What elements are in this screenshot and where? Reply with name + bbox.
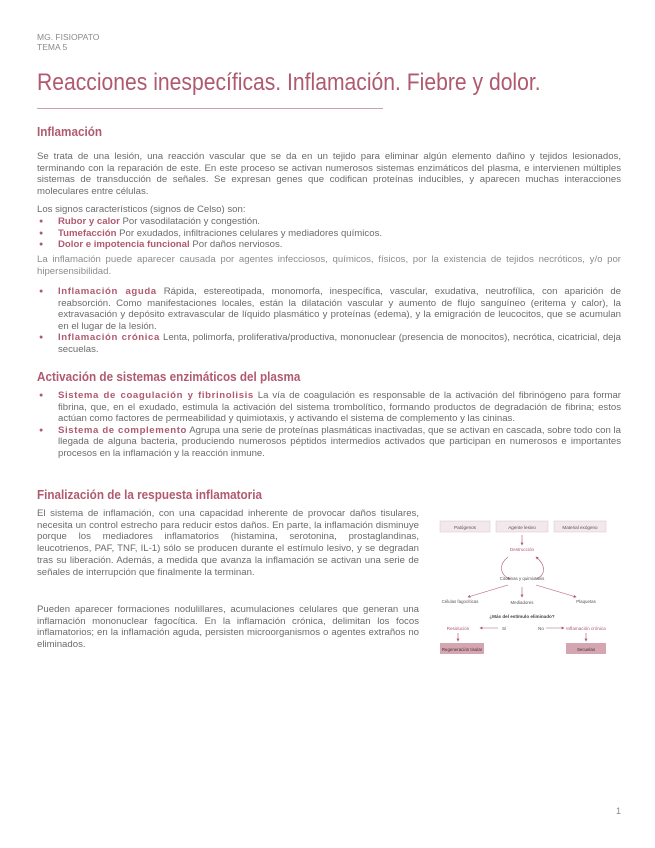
- intro-paragraph: Se trata de una lesión, una reacción vascular que se da en un tejido para eliminar algún elemento dañino y tejidos lesionados, terminando con la reparación de este. En este proceso se activan numerosos sistemas enzimáticos del plasma, e intervienen múltiples sistemas de transducción de señales. Se expresan genes que codifican proteínas inducibles, y aparecen muchas interacciones moleculares entre células.: [37, 151, 621, 197]
- label-inflamacion-cronica: Inflamación crónica: [566, 626, 606, 631]
- types-list: [37, 286, 621, 356]
- heading-activacion: Activación de sistemas enzimáticos del plasma: [37, 369, 301, 384]
- label-citocinas: Citocinas y quimiotaxis: [499, 576, 545, 581]
- label-question: ¿Más del estímulo eliminado?: [489, 614, 555, 619]
- page-number: 1: [616, 806, 622, 816]
- arrow-to-plaquetas: [536, 585, 576, 597]
- header-topic: TEMA 5: [37, 42, 68, 52]
- label-regeneracion: Regeneración tisular: [441, 647, 483, 652]
- inflammation-resolution-diagram: [438, 517, 608, 659]
- list-item: ● Rubor y calor Por vasodilatación y congestión.: [37, 216, 621, 228]
- running-header: [37, 32, 99, 52]
- activation-list: [37, 390, 621, 460]
- arrow-to-fagociticas: [468, 585, 508, 597]
- heading-finalizacion: Finalización de la respuesta inflamatoria: [37, 487, 262, 502]
- title-underline: [37, 108, 383, 109]
- label-patogenos: Patógenos: [454, 525, 476, 530]
- list-item: ● Inflamación aguda Rápida, estereotipada, monomorfa, inespecífica, vascular, exudativa, neutrofílica, con aparición de reabsorción. Como manifestaciones locales, están la dilatación vascular y aumento de flujo sanguíneo (eritema y calor), la extravasación y depósito extravascular de líquido plasmático y proteínas (edema), y la emigración de leucocitos, que se acumulan en el lugar de la lesión.: [37, 286, 621, 332]
- header-course: MG. FISIOPATO: [37, 32, 100, 42]
- label-plaquetas: Plaquetas: [576, 599, 596, 604]
- list-item: ● Tumefacción Por exudados, infiltraciones celulares y mediadores químicos.: [37, 228, 621, 240]
- causes-paragraph: La inflamación puede aparecer causada por agentes infecciosos, químicos, físicos, por la existencia de tejidos necróticos, y/o por hipersensibilidad.: [37, 254, 621, 277]
- label-agente-lesivo: Agente lesivo: [508, 525, 536, 530]
- page-title: Reacciones inespecíficas. Inflamación. Fiebre y dolor.: [37, 69, 541, 96]
- label-mediadores: Mediadores: [510, 600, 534, 605]
- list-item: ● Inflamación crónica Lenta, polimorfa, proliferativa/productiva, mononuclear (presencia de monocitos), necrótica, cicatricial, deja secuelas.: [37, 332, 621, 355]
- label-si: Sí: [502, 626, 507, 631]
- list-item: ● Dolor e impotencia funcional Por daños nerviosos.: [37, 239, 621, 251]
- finalization-paragraph-2: Pueden aparecer formaciones nodulillares, acumulaciones celulares que generan una inflamación mononuclear fagocítica. En la inflamación crónica, delimitan los focos inflamatorios; en la inflamación aguda, persisten microorganismos o agentes extraños no eliminados.: [37, 604, 419, 651]
- label-destruccion: Destrucción: [509, 547, 535, 552]
- label-no: No: [538, 626, 544, 631]
- list-item: ● Sistema de complemento Agrupa una serie de proteínas plasmáticas inactivadas, que se activan en cascada, sobre todo con la llegada de alguna bacteria, produciendo numerosos péptidos intermedios activados que participan en numerosos e importantes procesos en la inflamación y la reacción inmune.: [37, 425, 621, 460]
- heading-inflamacion: Inflamación: [37, 124, 103, 139]
- list-item: ● Sistema de coagulación y fibrinolisis La vía de coagulación es responsable de la activación del fibrinógeno para formar fibrina, que, en el exudado, estimula la activación del sistema trombolítico, formando productos de degradación de fibrina; estos actúan como factores de permeabilidad y quimiotaxis, y activando el sistema de complemento y las cininas.: [37, 390, 621, 425]
- label-resolucion: Resolución: [446, 626, 470, 631]
- signs-list: [37, 216, 621, 251]
- finalization-paragraph-1: El sistema de inflamación, con una capacidad inherente de provocar daños tisulares, necesita un control estrecho para reducir estos daños. En parte, la inflamación disminuye porque los mediadores inflamatorios (histamina, serotonina, prostaglandinas, leucotrienos, PAF, TNF, IL-1) sólo se producen durante el estímulo lesivo, y se degradan tras su liberación. Además, a medida que avanza la inflamación se activan una serie de señales de interrupción que finalmente la terminan.: [37, 508, 419, 578]
- label-material-exogeno: Material exógeno: [562, 525, 598, 530]
- label-secuelas: Secuelas: [576, 647, 596, 652]
- signs-intro: Los signos característicos (signos de Celso) son:: [37, 204, 246, 215]
- label-fagociticas: Células fagocíticas: [441, 599, 479, 604]
